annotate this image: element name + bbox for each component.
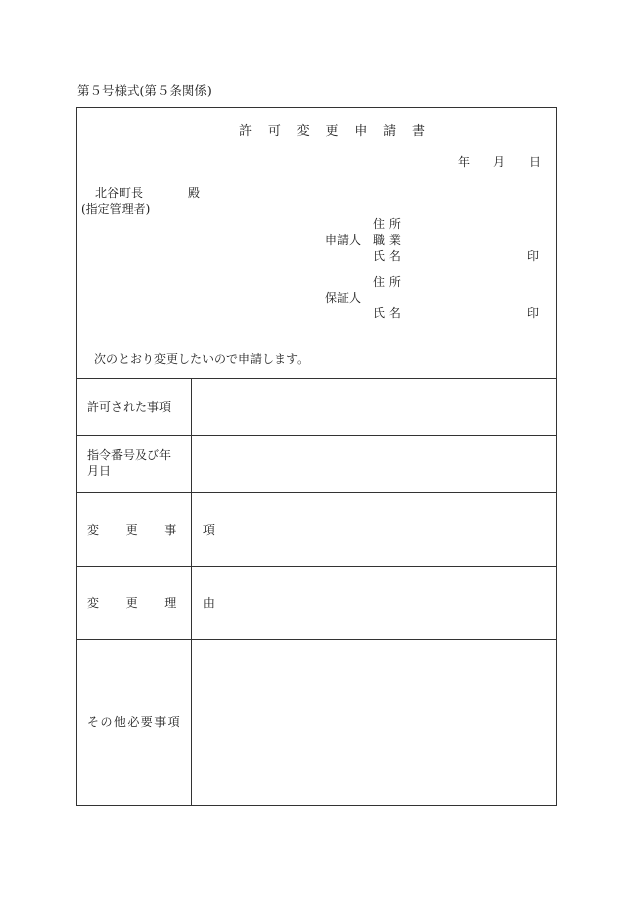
entry-cell-change-reason[interactable] [193, 568, 553, 637]
guarantor-role-label: 保証人 [325, 291, 362, 305]
row-divider-1 [77, 435, 556, 436]
row-divider-3 [77, 566, 556, 567]
applicant-role-label: 申請人 [325, 233, 362, 247]
entry-cell-other-matters[interactable] [193, 641, 553, 803]
date-year-label: 年 [458, 155, 471, 169]
table-top-rule [77, 378, 556, 379]
label-column-rule [191, 378, 192, 805]
row-label-other-necessary-matters: その他必要事項 [87, 715, 182, 729]
guarantor-seal-mark: 印 [527, 306, 540, 320]
row-divider-4 [77, 639, 556, 640]
guarantor-name-label: 氏 名 [373, 306, 401, 320]
entry-cell-permitted-matters[interactable] [193, 380, 553, 433]
row-label-order-number-line1: 指令番号及び年 [87, 448, 172, 462]
row-label-permitted-matters: 許可された事項 [87, 400, 172, 414]
form-title: 許 可 変 更 申 請 書 [239, 124, 431, 139]
application-form-frame [76, 107, 557, 806]
date-day-label: 日 [529, 155, 542, 169]
date-month-label: 月 [493, 155, 506, 169]
applicant-occupation-label: 職 業 [373, 233, 401, 247]
addressee-name: 北谷町長 [95, 186, 144, 200]
addressee-honorific: 殿 [188, 186, 201, 200]
entry-cell-change-matters[interactable] [193, 494, 553, 564]
applicant-seal-mark: 印 [527, 249, 540, 263]
row-label-change-matters: 変 更 事 項 [87, 523, 227, 537]
addressee-note: (指定管理者) [81, 202, 151, 216]
form-number-label: 第５号様式(第５条関係) [77, 83, 212, 98]
applicant-address-label: 住 所 [373, 217, 401, 231]
row-label-order-number-line2: 月日 [87, 464, 112, 478]
row-divider-2 [77, 492, 556, 493]
guarantor-address-label: 住 所 [373, 275, 401, 289]
row-label-change-reason: 変 更 理 由 [87, 596, 227, 610]
applicant-name-label: 氏 名 [373, 249, 401, 263]
entry-cell-order-number[interactable] [193, 437, 553, 490]
intro-text: 次のとおり変更したいので申請します。 [94, 352, 310, 366]
